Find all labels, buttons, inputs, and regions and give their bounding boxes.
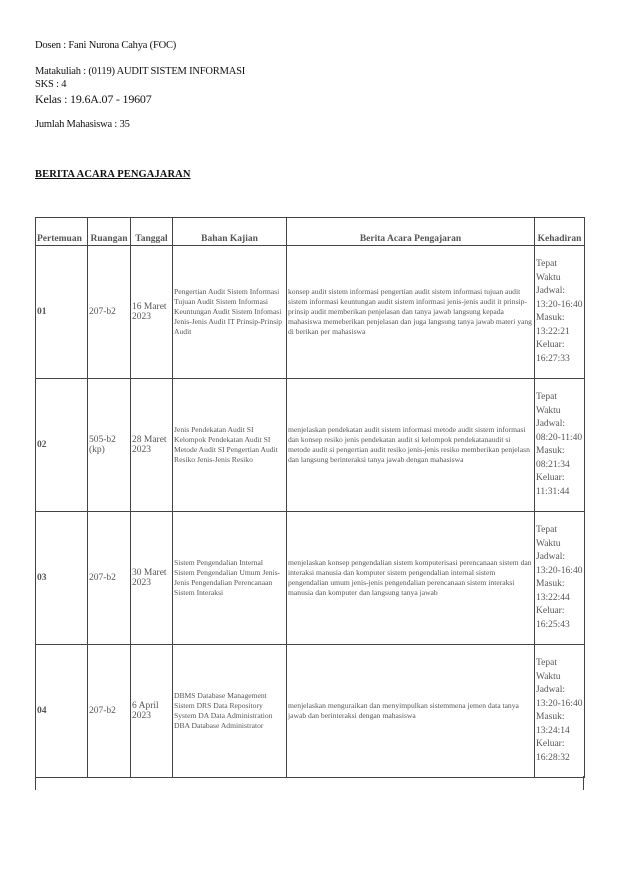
- berita-acara-table: [35, 217, 585, 778]
- table-row: [36, 246, 585, 379]
- table-header-row: [36, 218, 585, 246]
- jumlah-mahasiswa-line: Jumlah Mahasiswa : 35: [35, 119, 130, 130]
- cell-tanggal: 30 Maret 2023: [131, 512, 173, 645]
- kehadiran-jadwal: Jadwal: 13:20-16:40: [536, 552, 583, 576]
- cell-berita-acara: menjelaskan menguraikan dan menyimpulkan sistemmena jemen data tanya jawab dan berinteraksi dengan mahasiswa: [287, 645, 535, 778]
- col-header-ruangan: Ruangan: [88, 218, 131, 246]
- cell-ruangan: 207-b2: [88, 512, 131, 645]
- cell-bahan-kajian: DBMS Database Management Sistem DRS Data Repository System DA Data Administration DBA Database Administrator: [173, 645, 287, 778]
- cell-kehadiran: [535, 379, 585, 512]
- cell-bahan-kajian: Pengertian Audit Sistem Informasi Tujuan Audit Sistem Informasi Keuntungan Audit Sistem Infomasi Jenis-Jenis Audit IT Prinsip-Prinsip Audit: [173, 246, 287, 379]
- cell-ruangan: 505-b2 (kp): [88, 379, 131, 512]
- cell-tanggal: 6 April 2023: [131, 645, 173, 778]
- kehadiran-status: Tepat Waktu: [536, 392, 561, 416]
- kehadiran-status: Tepat Waktu: [536, 259, 561, 283]
- cell-kehadiran: [535, 512, 585, 645]
- sks-line: SKS : 4: [35, 79, 67, 90]
- kehadiran-jadwal: Jadwal: 13:20-16:40: [536, 286, 583, 310]
- kehadiran-jadwal: Jadwal: 08:20-11:40: [536, 419, 583, 443]
- matakuliah-line: Matakuliah : (0119) AUDIT SISTEM INFORMASI: [35, 66, 246, 77]
- kelas-line: Kelas : 19.6A.07 - 19607: [35, 92, 152, 106]
- cell-berita-acara: menjelaskan konsep pengendalian sistem komputerisasi perencanaan sistem dan interaksi manusia dan komputer sistem pengendalian internal sistem pengendalian umum jenis-jenis pengendalian perencanaan sistem interaksi manusia dan komputer dan langsung tanya jawab: [287, 512, 535, 645]
- col-header-berita-acara: Berita Acara Pengajaran: [287, 218, 535, 246]
- kehadiran-masuk: Masuk: 08:21:34: [536, 446, 570, 470]
- cell-kehadiran: [535, 246, 585, 379]
- cell-kehadiran: [535, 645, 585, 778]
- col-header-tanggal: Tanggal: [131, 218, 173, 246]
- col-header-kehadiran: Kehadiran: [535, 218, 585, 246]
- table-row: [36, 512, 585, 645]
- col-header-bahan-kajian: Bahan Kajian: [173, 218, 287, 246]
- kehadiran-keluar: Keluar: 16:28:32: [536, 739, 570, 763]
- table-continuation: [35, 776, 584, 790]
- cell-pertemuan: 04: [36, 645, 88, 778]
- kehadiran-jadwal: Jadwal: 13:20-16:40: [536, 685, 583, 709]
- kehadiran-keluar: Keluar: 16:27:33: [536, 340, 570, 364]
- cell-bahan-kajian: Sistem Pengendalian Internal Sistem Pengendalian Umum Jenis-Jenis Pengendalian Perencanaan Sistem Interaksi: [173, 512, 287, 645]
- dosen-line: Dosen : Fani Nurona Cahya (FOC): [35, 40, 177, 51]
- cell-berita-acara: menjelaskan pendekatan audit sistem informasi metode audit sistem informasi dan konsep resiko jenis pendekatan audit si kelompok pendekatanaudit si metode audit si pengertian audit resiko jenis-jenis resiko memberikan penjelasn dan langsung berinteraksi tanya jawab dengan mahasiswa: [287, 379, 535, 512]
- cell-tanggal: 16 Maret 2023: [131, 246, 173, 379]
- kehadiran-status: Tepat Waktu: [536, 525, 561, 549]
- kehadiran-keluar: Keluar: 11:31:44: [536, 473, 570, 497]
- cell-tanggal: 28 Maret 2023: [131, 379, 173, 512]
- cell-pertemuan: 01: [36, 246, 88, 379]
- cell-bahan-kajian: Jenis Pendekatan Audit SI Kelompok Pendekatan Audit SI Metode Audit SI Pengertian Audit Resiko Jenis-Jenis Resiko: [173, 379, 287, 512]
- kehadiran-status: Tepat Waktu: [536, 658, 561, 682]
- cell-ruangan: 207-b2: [88, 645, 131, 778]
- cell-pertemuan: 03: [36, 512, 88, 645]
- cell-pertemuan: 02: [36, 379, 88, 512]
- table-row: [36, 379, 585, 512]
- cell-berita-acara: konsep audit sistem informasi pengertian audit sistem informasi tujuan audit sistem informasi keuntungan audit sistem informasi jenis-jenis audit it prinsip-prinsip audit memberikan penjelasan dan tanya jawab langsung kepada mahasiswa memeberikan penjelasan dan juga langsung tanya jawab materi yang di berikan per mahasiswa: [287, 246, 535, 379]
- page-title: BERITA ACARA PENGAJARAN: [35, 169, 191, 180]
- kehadiran-masuk: Masuk: 13:22:21: [536, 313, 570, 337]
- kehadiran-masuk: Masuk: 13:22:44: [536, 579, 570, 603]
- cell-ruangan: 207-b2: [88, 246, 131, 379]
- table-row: [36, 645, 585, 778]
- kehadiran-keluar: Keluar: 16:25:43: [536, 606, 570, 630]
- kehadiran-masuk: Masuk: 13:24:14: [536, 712, 570, 736]
- col-header-pertemuan: Pertemuan: [36, 218, 88, 246]
